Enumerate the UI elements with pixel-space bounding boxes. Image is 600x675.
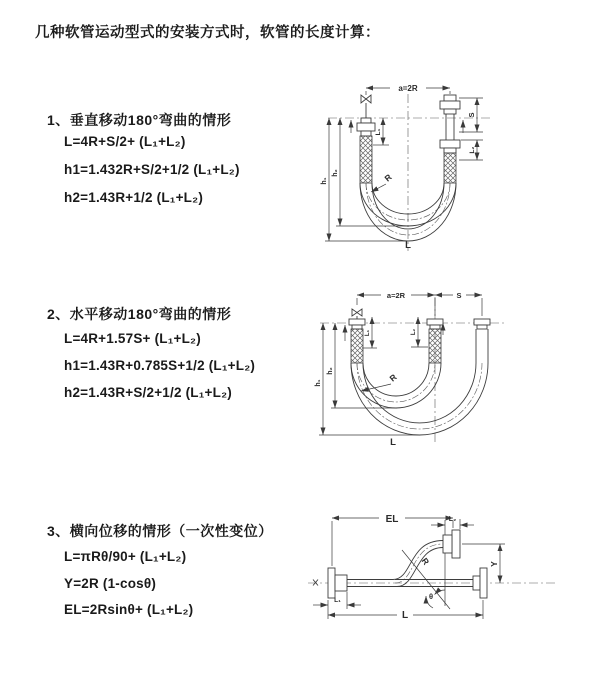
- section-2-formula-L: L=4R+1.57S+ (L₁+L₂): [64, 331, 201, 346]
- hose-u-bend: [351, 363, 488, 435]
- section-3-formula-Y: Y=2R (1-cosθ): [64, 576, 157, 591]
- dim-label-l1: L₁: [375, 128, 382, 136]
- dim-label-h2: h₂: [332, 169, 339, 177]
- page-title: 几种软管运动型式的安装方式时，软管的长度计算：: [35, 25, 380, 41]
- section-1-heading: 1、垂直移动180°弯曲的情形: [47, 112, 232, 128]
- dim-label-el: EL: [385, 514, 399, 525]
- dim-label-a2r: a=2R: [398, 84, 418, 93]
- dim-label-l2: L₂: [411, 328, 417, 336]
- dim-label-l2: L₂: [469, 146, 476, 154]
- section-1-formula-h2: h2=1.43R+1/2 (L₁+L₂): [64, 190, 204, 205]
- section-2-formula-h1: h1=1.43R+0.785S+1/2 (L₁+L₂): [64, 358, 256, 373]
- left-hose-fitting: [349, 319, 365, 363]
- dim-label-s: S: [467, 112, 476, 118]
- dim-label-h1: h₁: [315, 379, 322, 387]
- dim-label-a2r: a=2R: [386, 291, 406, 300]
- dim-label-h2: h₂: [327, 367, 334, 375]
- radius-leader: [371, 184, 386, 192]
- dim-label-r: R: [387, 371, 399, 384]
- dim-label-l: L: [405, 240, 411, 251]
- left-flange: [328, 568, 347, 598]
- diagram-horizontal-180-bend: [315, 283, 587, 458]
- right-flange-raised: [443, 530, 460, 558]
- diagram-lateral-displacement: [300, 506, 592, 644]
- dim-label-y: Y: [489, 561, 499, 567]
- dim-label-l: L: [390, 437, 396, 448]
- dim-label-h1: h₁: [321, 177, 328, 185]
- dim-label-r: R: [382, 171, 394, 184]
- section-3-formula-EL: EL=2Rsinθ+ (L₁+L₂): [64, 602, 194, 617]
- right-hose-fitting: [440, 95, 460, 183]
- dim-label-l1: L₁: [334, 597, 341, 604]
- dim-label-l1: L₁: [365, 329, 371, 337]
- dim-label-theta: θ: [428, 592, 434, 601]
- centerline-end-mark: [313, 580, 318, 586]
- valve-icon: [361, 95, 371, 103]
- section-2-heading: 2、水平移动180°弯曲的情形: [47, 306, 232, 322]
- dim-label-l: L: [401, 610, 409, 621]
- middle-hose-fitting: [427, 319, 443, 363]
- dim-label-r: R: [419, 555, 432, 567]
- right-hose-fitting-moved: [474, 319, 490, 363]
- section-3-formula-L: L=πRθ/90+ (L₁+L₂): [64, 549, 187, 564]
- dim-label-l2: L₂: [448, 516, 457, 523]
- section-2-formula-h2: h2=1.43R+S/2+1/2 (L₁+L₂): [64, 385, 232, 400]
- section-1-formula-L: L=4R+S/2+ (L₁+L₂): [64, 134, 186, 149]
- diagram-vertical-180-bend: [313, 78, 585, 258]
- valve-icon: [352, 309, 362, 316]
- dim-label-s: S: [456, 291, 462, 300]
- section-3-heading: 3、横向位移的情形（一次性变位）: [47, 523, 273, 539]
- left-hose-fitting: [357, 118, 375, 183]
- section-1-formula-h1: h1=1.432R+S/2+1/2 (L₁+L₂): [64, 162, 240, 177]
